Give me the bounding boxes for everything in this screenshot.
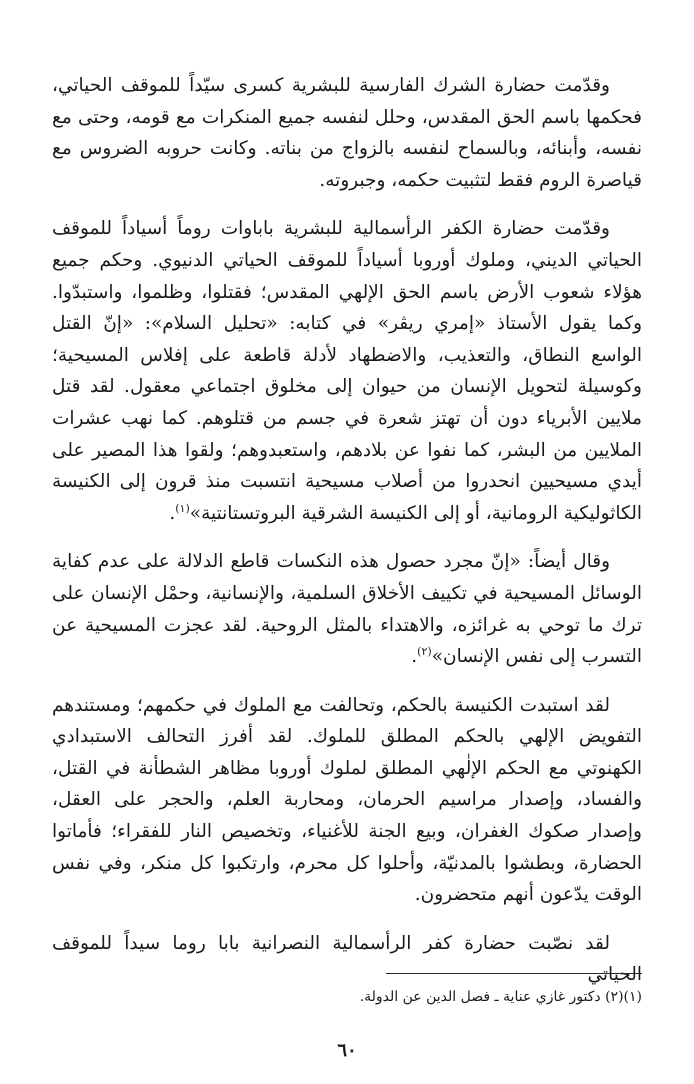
footnote-divider [386, 973, 642, 974]
footnote-reference[interactable]: (١) [175, 501, 190, 515]
paragraph-text: لقد استبدت الكنيسة بالحكم، وتحالفت مع الملوك في حكمهم؛ ومستندهم التفويض الإلهي بالحكم المطلق للملوك. لقد أفرز التحالف الاستبدادي الكهنوتي مع الحكم الإلٰهي المطلق لملوك أوروبا مظاهر الشطأنة في القتل، والفساد، وإصدار مراسيم الحرمان، ومحاربة العلم، والحجر على العقل، وإصدار صكوك الغفران، وبيع الجنة للأغنياء، وتخصيص النار للفقراء؛ فأماتوا الحضارة، وبطشوا بالمدنيّة، وأحلوا كل محرم، وارتكبوا كل منكر، وفي نفس الوقت يدّعون أنهم متحضرون. [52, 694, 642, 906]
page-body [52, 70, 642, 991]
paragraph-pope-rome [52, 928, 642, 991]
paragraph-text: لقد نصّبت حضارة كفر الرأسمالية النصرانية بابا روما سيداً للموقف الحياتي [52, 932, 642, 986]
paragraph-text: وقال أيضاً: «إنّ مجرد حصول هذه النكسات قاطع الدلالة على عدم كفاية الوسائل المسيحية في تكييف الأخلاق السلمية، والإنسانية، وحمْل الإنسان على ترك ما توحي به غرائزه، والاهتداء بالمثل الروحية. لقد عجزت المسيحية عن التسرب إلى نفس الإنسان» [52, 551, 642, 668]
paragraph-church-tyranny [52, 690, 642, 911]
paragraph-text: وقدّمت حضارة الكفر الرأسمالية للبشرية باباوات روماً أسياداً للموقف الحياتي الديني، وملوك أوروبا أسياداً للموقف الحياتي الدنيوي. وحكم جميع هؤلاء شعوب الأرض باسم الحق الإلهي المقدس؛ فقتلوا، وظلموا، واستبدّوا. وكما يقول الأستاذ «إمري ريڤر» في كتابه: «تحليل السلام»: «إنّ القتل الواسع النطاق، والتعذيب، والاضطهاد لأدلة قاطعة على إفلاس المسيحية؛ وكوسيلة لتحويل الإنسان من حيوان إلى مخلوق اجتماعي معقول. لقد قتل ملايين الأبرياء دون أن تهتز شعرة في جسم من قتلوهم. كما نهب عشرات الملايين من البشر، كما نفوا عن بلادهم، واستعبدوهم؛ ولقوا هذا المصير على أيدي مسيحيين انحدروا من أصلاب مسيحية انتسبت منذ قرون إلى الكنيسة الكاثوليكية الرومانية، أو إلى الكنيسة الشرقية البروتستانتية» [52, 218, 642, 524]
paragraph-persian-civilization [52, 70, 642, 196]
paragraph-text: وقدّمت حضارة الشرك الفارسية للبشرية كسرى سيّداً للموقف الحياتي، فحكمها باسم الحق المقدس، وحلل لنفسه جميع المنكرات مع قومه، وحتى مع نفسه، وأبنائه، وبالسماح لنفسه بالزواج من بناته. وكانت حروبه الضروس مع قياصرة الروم فقط لتثبيت حكمه، وجبروته. [52, 75, 642, 191]
paragraph-quote-continued: وقال أيضاً: «إنّ مجرد حصول هذه النكسات قاطع الدلالة على عدم كفاية الوسائل المسيحية في تكييف الأخلاق السلمية، والإنسانية، وحمْل الإنسان على ترك ما توحي به غرائزه، والاهتداء بالمثل الروحية. لقد عجزت المسيحية عن التسرب إلى نفس الإنسان»$^{(٢)}$. [52, 551, 642, 668]
footnote-reference[interactable]: (٢) [417, 644, 432, 658]
page-number: ٦٠ [337, 1040, 357, 1061]
footnote: (١)(٢) دكتور غازي عناية ـ فصل الدين عن الدولة. [359, 989, 642, 1005]
paragraph-capitalist-civilization: وقدّمت حضارة الكفر الرأسمالية للبشرية باباوات روماً أسياداً للموقف الحياتي الديني، وملوك أوروبا أسياداً للموقف الحياتي الدنيوي. وحكم جميع هؤلاء شعوب الأرض باسم الحق الإلهي المقدس؛ فقتلوا، وظلموا، واستبدّوا. وكما يقول الأستاذ «إمري ريڤر» في كتابه: «تحليل السلام»: «إنّ القتل الواسع النطاق، والتعذيب، والاضطهاد لأدلة قاطعة على إفلاس المسيحية؛ وكوسيلة لتحويل الإنسان من حيوان إلى مخلوق اجتماعي معقول. لقد قتل ملايين الأبرياء دون أن تهتز شعرة في جسم من قتلوهم. كما نهب عشرات الملايين من البشر، كما نفوا عن بلادهم، واستعبدوهم؛ ولقوا هذا المصير على أيدي مسيحيين انحدروا من أصلاب مسيحية انتسبت منذ قرون إلى الكنيسة الكاثوليكية الرومانية، أو إلى الكنيسة الشرقية البروتستانتية»$^{(١)}$. [52, 218, 642, 524]
